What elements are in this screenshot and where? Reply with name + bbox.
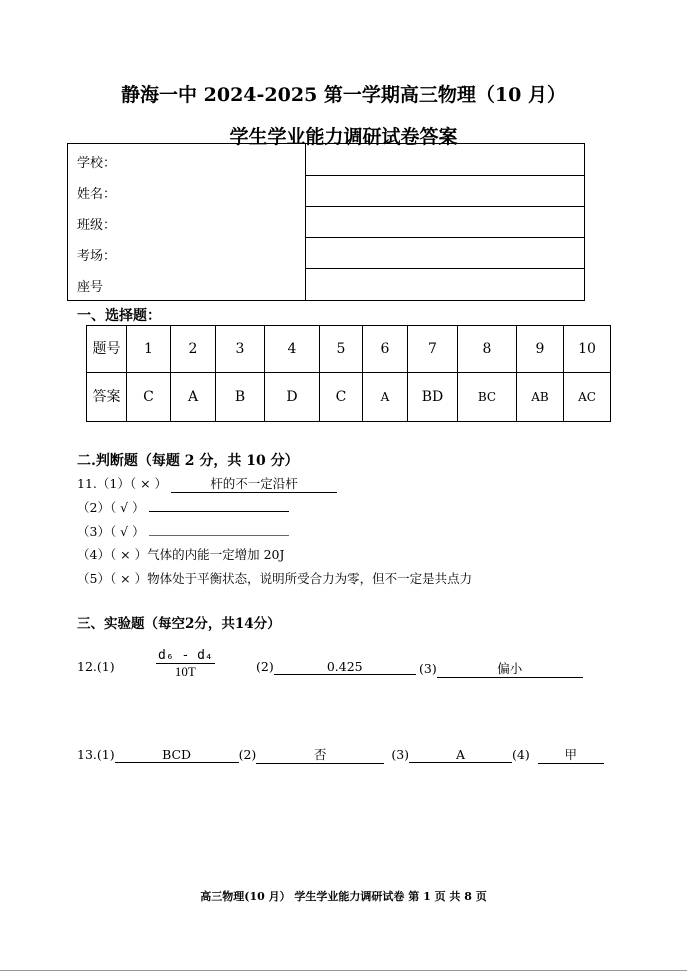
- item-mark: （ √ ）: [109, 500, 145, 515]
- question-number-row: [87, 326, 611, 373]
- item-mark: （ √ ）: [109, 524, 145, 539]
- document-subtitle: 学生学业能力调研试卷答案: [229, 126, 458, 148]
- judgement-item-4: [77, 545, 285, 563]
- item-reason: [149, 497, 289, 512]
- question-number: 6: [363, 326, 408, 373]
- question-number: 5: [320, 326, 363, 373]
- exam-room-label: 考场：: [77, 249, 117, 264]
- item-number: （3）: [77, 524, 110, 539]
- q13-answer-4: 甲: [538, 745, 604, 764]
- answer-cell: AC: [564, 373, 611, 422]
- q13-label: 13.(1): [77, 747, 115, 762]
- part-label: (4): [512, 747, 530, 762]
- item-number: （2）: [77, 500, 110, 515]
- q12-answer-3: 偏小: [437, 659, 583, 678]
- judgement-item-5: [77, 569, 472, 587]
- multiple-choice-answer-table: [86, 325, 611, 422]
- answer-cell: B: [216, 373, 265, 422]
- section1-heading: 一、选择题：: [77, 308, 161, 324]
- item-reason: 气体的内能一定增加 20J: [147, 547, 285, 562]
- document-title: 静海一中 2024-2025 第一学期高三物理（10 月）: [121, 84, 566, 106]
- name-label: 姓名：: [77, 187, 117, 202]
- answer-cell: AB: [517, 373, 564, 422]
- question-number: 1: [127, 326, 171, 373]
- q13-answer-1: BCD: [115, 747, 239, 763]
- question-number: 4: [265, 326, 320, 373]
- formula-numerator: d₆ - d₄: [158, 648, 213, 663]
- item-mark: （ × ）: [129, 476, 168, 491]
- item-reason: 杆的不一定沿杆: [171, 474, 337, 493]
- answer-cell: C: [320, 373, 363, 422]
- question-number: 2: [171, 326, 216, 373]
- answer-cell: A: [363, 373, 408, 422]
- answer-cell: BD: [408, 373, 458, 422]
- part-label: (2): [238, 747, 257, 762]
- formula-denominator: 10T: [174, 664, 196, 679]
- item-number: （4）: [77, 547, 110, 562]
- item-mark: （ × ）: [109, 571, 148, 586]
- item-reason: 物体处于平衡状态，说明所受合力为零，但不一定是共点力: [147, 571, 473, 586]
- item-reason: [149, 521, 289, 536]
- divider: [306, 268, 584, 269]
- item-number: （5）: [77, 571, 110, 586]
- section2-heading: 二.判断题（每题 2 分，共 10 分）: [77, 453, 299, 469]
- student-info-table: [67, 143, 585, 301]
- q13-answer-2: 否: [256, 745, 384, 764]
- page-footer: 高三物理(10 月） 学生学业能力调研试卷 第 1 页 共 8 页: [200, 890, 487, 903]
- question-number: 7: [408, 326, 458, 373]
- q12-answer-2: 0.425: [274, 659, 416, 675]
- question-number: 3: [216, 326, 265, 373]
- section3-heading: 三、实验题（每空2分，共14分）: [77, 616, 281, 632]
- judgement-item-3: [77, 521, 289, 540]
- item-mark: （ × ）: [109, 547, 148, 562]
- q13-line: [77, 745, 604, 764]
- answer-cell: C: [127, 373, 171, 422]
- row-label: 答案: [87, 373, 127, 422]
- item-number: 11.（1）: [77, 476, 130, 491]
- row-label: 题号: [87, 326, 127, 373]
- divider: [306, 175, 584, 176]
- answer-cell: BC: [458, 373, 517, 422]
- divider: [306, 237, 584, 238]
- q12-answer-formula: [156, 648, 215, 680]
- question-number: 8: [458, 326, 517, 373]
- part-label: (3): [419, 661, 437, 676]
- q12-part2: [256, 659, 416, 675]
- part-label: (2): [256, 659, 274, 674]
- q12-label: 12.(1): [77, 659, 115, 674]
- school-label: 学校：: [77, 156, 117, 171]
- divider: [306, 206, 584, 207]
- class-label: 班级：: [77, 218, 117, 233]
- judgement-item-2: [77, 497, 289, 516]
- part-label: (3): [391, 747, 410, 762]
- seat-label: 座号: [77, 280, 104, 295]
- answer-cell: D: [265, 373, 320, 422]
- q12-part3: [419, 659, 583, 678]
- question-number: 10: [564, 326, 611, 373]
- q13-answer-3: A: [409, 747, 512, 763]
- judgement-item-1: [77, 474, 337, 493]
- answer-cell: A: [171, 373, 216, 422]
- answer-row: [87, 373, 611, 422]
- question-number: 9: [517, 326, 564, 373]
